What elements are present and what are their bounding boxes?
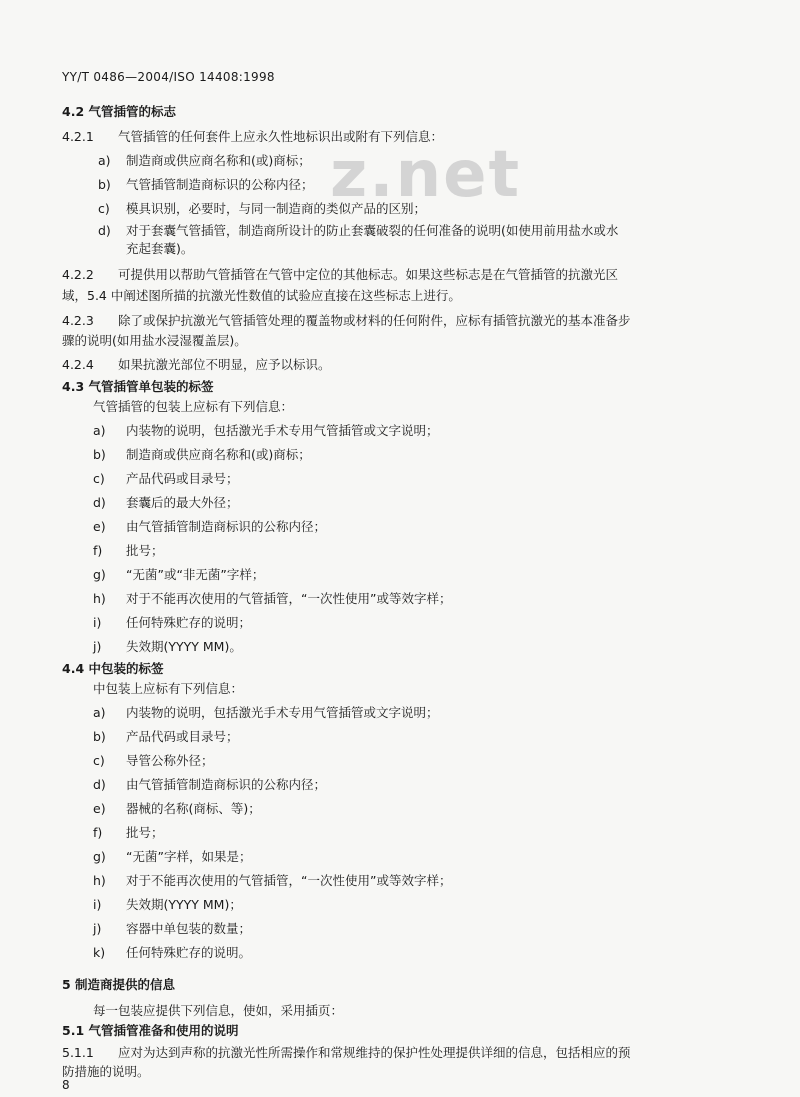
list-item-text: 导管公称外径； xyxy=(126,753,214,768)
list-item-mark: j) xyxy=(93,639,102,654)
list-item-mark: c) xyxy=(98,201,110,216)
list-item-mark: d) xyxy=(93,495,106,510)
list-item-mark: b) xyxy=(98,177,111,192)
watermark: z.net xyxy=(330,138,522,212)
section-4-3-title: 4.3 气管插管单包装的标签 xyxy=(62,379,214,394)
list-item-text: “无菌”字样，如果是； xyxy=(126,849,252,864)
section-4-2-title: 4.2 气管插管的标志 xyxy=(62,104,176,119)
list-item-text: 批号； xyxy=(126,825,164,840)
clause-4-2-4-text: 如果抗激光部位不明显，应予以标识。 xyxy=(118,357,331,372)
list-item-text: 对于不能再次使用的气管插管，“一次性使用”或等效字样； xyxy=(126,873,452,888)
clause-4-2-2-text-cont: 域，5.4 中阐述图所描的抗激光性数值的试验应直接在这些标志上进行。 xyxy=(62,288,461,303)
list-item-mark: a) xyxy=(93,423,106,438)
list-item-mark: k) xyxy=(93,945,106,960)
list-item-mark: h) xyxy=(93,873,106,888)
list-item-text: 制造商或供应商名称和(或)商标； xyxy=(126,447,311,462)
section-5-1-title: 5.1 气管插管准备和使用的说明 xyxy=(62,1023,239,1038)
clause-4-2-4-number: 4.2.4 xyxy=(62,357,94,372)
list-item-mark: a) xyxy=(93,705,106,720)
section-4-4-intro: 中包装上应标有下列信息： xyxy=(93,681,244,696)
clause-4-2-3-text-cont: 骤的说明(如用盐水浸湿覆盖层)。 xyxy=(62,333,247,348)
list-item-text: 对于套囊气管插管，制造商所设计的防止套囊破裂的任何准备的说明(如使用前用盐水或水 xyxy=(126,223,619,238)
clause-4-2-3-number: 4.2.3 xyxy=(62,313,94,328)
standard-header: YY/T 0486—2004/ISO 14408:1998 xyxy=(62,70,275,84)
section-4-4-title: 4.4 中包装的标签 xyxy=(62,661,164,676)
list-item-text: 由气管插管制造商标识的公称内径； xyxy=(126,519,327,534)
list-item-text: 批号； xyxy=(126,543,164,558)
section-4-3-intro: 气管插管的包装上应标有下列信息： xyxy=(93,399,294,414)
section-5-title: 5 制造商提供的信息 xyxy=(62,977,176,992)
clause-4-2-2-text: 可提供用以帮助气管插管在气管中定位的其他标志。如果这些标志是在气管插管的抗激光区 xyxy=(118,267,619,282)
list-item-mark: a) xyxy=(98,153,111,168)
list-item-text: 产品代码或目录号； xyxy=(126,729,239,744)
list-item-mark: b) xyxy=(93,729,106,744)
list-item-text: 制造商或供应商名称和(或)商标； xyxy=(126,153,311,168)
list-item-text: 任何特殊贮存的说明； xyxy=(126,615,252,630)
list-item-text: 容器中单包装的数量； xyxy=(126,921,252,936)
list-item-mark: f) xyxy=(93,543,103,558)
list-item-text: 内装物的说明，包括激光手术专用气管插管或文字说明； xyxy=(126,705,439,720)
list-item-text: 器械的名称(商标、等)； xyxy=(126,801,261,816)
clause-4-2-1-number: 4.2.1 xyxy=(62,129,94,144)
list-item-text: 失效期(YYYY MM)； xyxy=(126,897,242,912)
list-item-mark: f) xyxy=(93,825,103,840)
list-item-text: 任何特殊贮存的说明。 xyxy=(126,945,252,960)
list-item-text: 失效期(YYYY MM)。 xyxy=(126,639,242,654)
clause-4-2-1-text: 气管插管的任何套件上应永久性地标识出或附有下列信息： xyxy=(118,129,444,144)
list-item-mark: i) xyxy=(93,897,102,912)
list-item-mark: j) xyxy=(93,921,102,936)
list-item-text: 模具识别，必要时，与同一制造商的类似产品的区别； xyxy=(126,201,427,216)
list-item-mark: c) xyxy=(93,753,105,768)
clause-4-2-3-text: 除了或保护抗激光气管插管处理的覆盖物或材料的任何附件，应标有插管抗激光的基本准备步 xyxy=(118,313,631,328)
list-item-mark: e) xyxy=(93,801,106,816)
list-item-text: 套囊后的最大外径； xyxy=(126,495,239,510)
list-item-mark: c) xyxy=(93,471,105,486)
list-item-mark: g) xyxy=(93,849,106,864)
list-item-text: 产品代码或目录号； xyxy=(126,471,239,486)
list-item-mark: d) xyxy=(93,777,106,792)
list-item-text: “无菌”或“非无菌”字样； xyxy=(126,567,265,582)
list-item-mark: i) xyxy=(93,615,102,630)
list-item-mark: h) xyxy=(93,591,106,606)
list-item-mark: b) xyxy=(93,447,106,462)
list-item-text: 气管插管制造商标识的公称内径； xyxy=(126,177,314,192)
page-number: 8 xyxy=(62,1078,70,1092)
clause-4-2-2-number: 4.2.2 xyxy=(62,267,94,282)
list-item-mark: d) xyxy=(98,223,111,238)
clause-5-1-1-number: 5.1.1 xyxy=(62,1045,94,1060)
list-item-mark: e) xyxy=(93,519,106,534)
clause-5-1-1-text: 应对为达到声称的抗激光性所需操作和常规维持的保护性处理提供详细的信息，包括相应的预 xyxy=(118,1045,631,1060)
section-5-intro: 每一包装应提供下列信息，使如，采用插页： xyxy=(93,1003,344,1018)
list-item-text: 由气管插管制造商标识的公称内径； xyxy=(126,777,327,792)
clause-5-1-1-text-cont: 防措施的说明。 xyxy=(62,1064,150,1079)
list-item-text: 对于不能再次使用的气管插管，“一次性使用”或等效字样； xyxy=(126,591,452,606)
list-item-text: 内装物的说明，包括激光手术专用气管插管或文字说明； xyxy=(126,423,439,438)
list-item-continuation: 充起套囊)。 xyxy=(126,241,194,256)
list-item-mark: g) xyxy=(93,567,106,582)
